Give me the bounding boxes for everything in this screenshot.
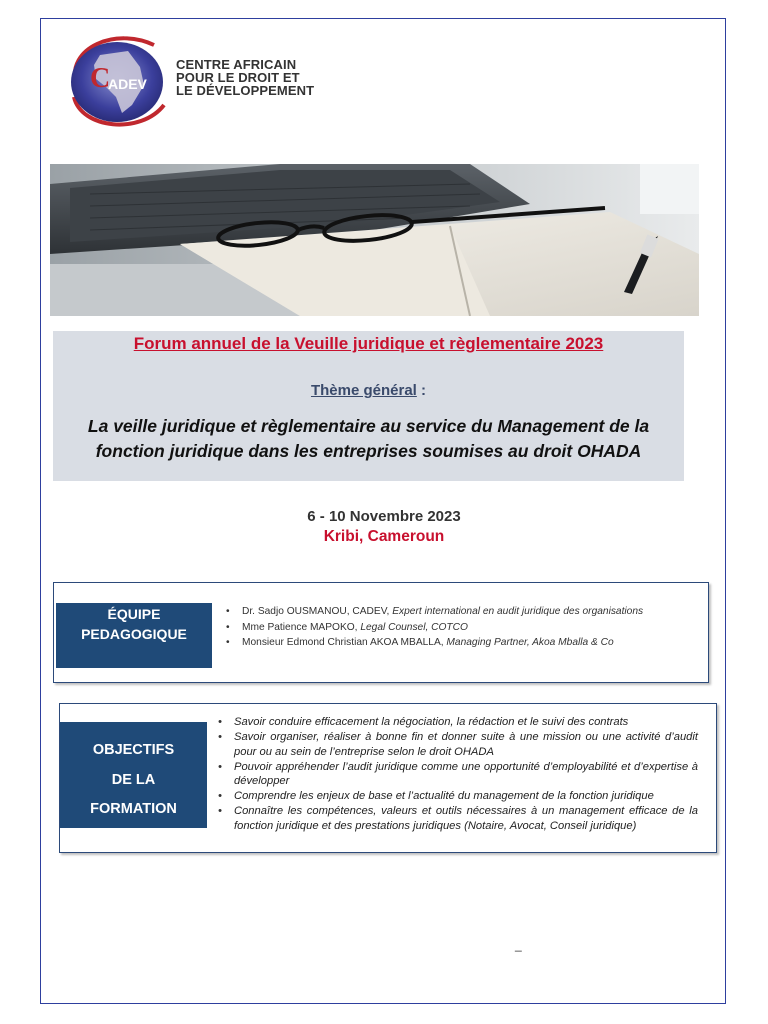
event-dates: 6 - 10 Novembre 2023 xyxy=(307,508,461,525)
member-role: Expert international en audit juridique des organisations xyxy=(392,606,644,617)
cadev-logo xyxy=(56,27,174,135)
member-name: Dr. Sadjo OUSMANOU, CADEV, xyxy=(242,606,393,617)
team-list xyxy=(226,604,706,651)
org-name-line: POUR LE DROIT ET xyxy=(176,70,300,85)
theme-text: La veille juridique et règlementaire au service du Management de la fonction juridique dans les entreprises soumises au droit OHADA xyxy=(87,416,650,461)
objective-item: • Pouvoir appréhender l’audit juridique comme une opportunité d’employabilité et d’expertise à développer xyxy=(218,760,698,789)
team-label-line: PEDAGOGIQUE xyxy=(81,626,187,642)
org-name-line: LE DÉVELOPPEMENT xyxy=(176,83,315,98)
member-role: Legal Counsel, COTCO xyxy=(360,621,468,633)
svg-text:ADEV: ADEV xyxy=(108,76,147,92)
member-role: Managing Partner, Akoa Mballa & Co xyxy=(446,637,614,648)
org-name xyxy=(176,58,314,97)
member-name: Mme Patience MAPOKO, xyxy=(242,621,361,633)
objectives-label-line: OBJECTIFS xyxy=(92,742,175,758)
svg-text:C: C xyxy=(90,63,111,94)
objective-item: • Savoir conduire efficacement la négociation, la rédaction et le suivi des contrats xyxy=(218,715,698,730)
banner-photo xyxy=(50,164,699,316)
objectives-list xyxy=(218,715,698,834)
theme-heading xyxy=(53,382,684,399)
forum-title: Forum annuel de la Veuille juridique et règlementaire 2023 xyxy=(133,334,604,353)
objective-item: • Savoir organiser, réaliser à bonne fin et donner suite à une mission ou une activité d’audit pour ou au sein de l’entreprise selon le droit OHADA xyxy=(218,730,698,759)
team-label-line: ÉQUIPE xyxy=(107,606,161,622)
objectives-label xyxy=(60,722,207,828)
footer-dash: _ xyxy=(515,938,522,952)
event-place: Kribi, Cameroun xyxy=(323,528,445,545)
theme-colon: : xyxy=(416,382,427,399)
org-name-line: CENTRE AFRICAIN xyxy=(176,57,297,72)
team-member xyxy=(226,620,706,636)
team-member xyxy=(226,604,706,620)
team-label xyxy=(56,603,212,668)
objective-item: • Connaître les compétences, valeurs et outils nécessaires à un management efficace de la fonction juridique et des prestations juridiques (Notaire, Avocat, Conseil juridique) xyxy=(218,804,698,833)
title-panel xyxy=(53,331,684,481)
objectives-label-line: FORMATION xyxy=(90,801,177,817)
objectives-label-line: DE LA xyxy=(111,771,156,788)
objective-item: • Comprendre les enjeux de base et l’actualité du management de la fonction juridique xyxy=(218,789,698,804)
theme-label: Thème général xyxy=(310,382,417,399)
team-member xyxy=(226,635,706,651)
member-name: Monsieur Edmond Christian AKOA MBALLA, xyxy=(242,637,447,648)
